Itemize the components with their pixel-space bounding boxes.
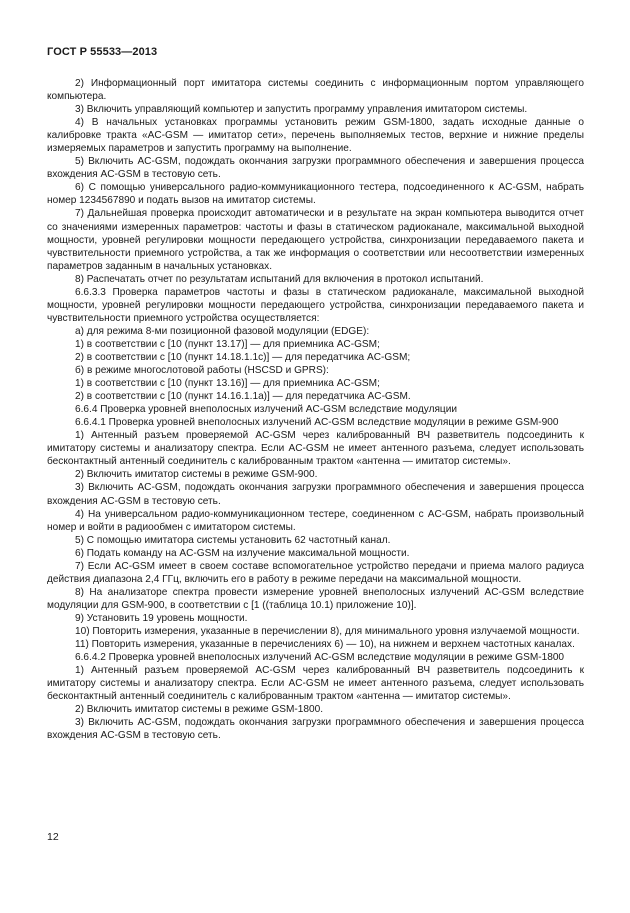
paragraph: 7) Если AC-GSM имеет в своем составе вспомогательное устройство передачи и приема малого радиуса действия диапазона 2,4 ГГц, включить его в работу в режиме передачи на максимальной мощности. [47, 560, 584, 585]
paragraph: 9) Установить 19 уровень мощности. [75, 612, 248, 624]
document-body [47, 77, 584, 742]
paragraph: 6) С помощью универсального радио-коммуникационного тестера, подсоединенного к AC-GSM, набрать номер 1234567890 и подать вызов на имитатор системы. [47, 182, 584, 207]
paragraph: 4) На универсальном радио-коммуникационном тестере, соединенном с AC-GSM, набрать произвольный номер и войти в радиообмен с имитатором системы. [47, 508, 584, 533]
paragraph: 5) Включить AC-GSM, подождать окончания загрузки программного обеспечения и завершения процесса вхождения AC-GSM в тестовую сеть. [47, 156, 584, 181]
list-item: а) для режима 8-ми позиционной фазовой модуляции (EDGE): [75, 325, 370, 337]
list-item: 2) в соответствии с [10 (пункт 14.16.1.1a)] — для передатчика AC-GSM. [75, 391, 411, 403]
paragraph: 4) В начальных установках программы установить режим GSM-1800, задать исходные данные о калибровке тракта «AC-GSM — имитатор сети», перечень выполняемых тестов, верхние и нижние пределы измеряемых параметров и запустить программу на выполнение. [47, 117, 584, 155]
paragraph: 2) Включить имитатор системы в режиме GSM-900. [75, 469, 318, 481]
paragraph: 2) Включить имитатор системы в режиме GSM-1800. [75, 704, 324, 716]
paragraph: 1) Антенный разъем проверяемой AC-GSM через калиброванный ВЧ разветвитель подсоединить к имитатору системы и анализатору спектра. Если AC-GSM не имеет антенного разъема, следует использовать бесконтактный антенный соединитель с калиброванным трактом «антенна — имитатор системы». [47, 665, 584, 703]
paragraph: 3) Включить AC-GSM, подождать окончания загрузки программного обеспечения и завершения процесса вхождения AC-GSM в тестовую сеть. [47, 717, 584, 742]
paragraph: 8) На анализаторе спектра провести измерение уровней внеполосных излучений AC-GSM вследствие модуляции для GSM-900, в соответствии с [1 ((таблица 10.1) приложение 10)]. [47, 586, 584, 611]
paragraph: 11) Повторить измерения, указанные в перечислениях 6) — 10), на нижнем и верхнем частотных каналах. [75, 639, 575, 651]
list-item: 2) в соответствии с [10 (пункт 14.18.1.1c)] — для передатчика AC-GSM; [75, 351, 411, 363]
paragraph: 3) Включить AC-GSM, подождать окончания загрузки программного обеспечения и завершения процесса вхождения AC-GSM в тестовую сеть. [47, 482, 584, 507]
paragraph: 10) Повторить измерения, указанные в перечислении 8), для минимального уровня излучаемой мощности. [75, 625, 580, 637]
page-number: 12 [47, 831, 59, 843]
list-item: 1) в соответствии с [10 (пункт 13.17)] — для приемника AC-GSM; [75, 338, 380, 350]
document-header: ГОСТ Р 55533—2013 [47, 46, 158, 58]
paragraph: 5) С помощью имитатора системы установить 62 частотный канал. [75, 534, 391, 546]
section-heading: 6.6.4.1 Проверка уровней внеполосных излучений AC-GSM вследствие модуляции в режиме GSM-900 [75, 417, 559, 429]
paragraph: 2) Информационный порт имитатора системы соединить с информационным портом управляющего компьютера. [47, 78, 584, 103]
section-heading: 6.6.4.2 Проверка уровней внеполосных излучений AC-GSM вследствие модуляции в режиме GSM-1800 [75, 652, 565, 664]
paragraph: 6) Подать команду на AC-GSM на излучение максимальной мощности. [75, 547, 410, 559]
section-paragraph: 6.6.3.3 Проверка параметров частоты и фазы в статическом радиоканале, максимальной выходной мощности, уровней регулировки мощности передающего устройства, синхронизации передаваемого пакета и чувствительности приемного устройства осуществляется: [47, 286, 584, 324]
paragraph: 1) Антенный разъем проверяемой AC-GSM через калиброванный ВЧ разветвитель подсоединить к имитатору системы и анализатору спектра. Если AC-GSM не имеет антенного разъема, следует использовать бесконтактный антенный соединитель с калиброванным трактом «антенна — имитатор системы». [47, 430, 584, 468]
list-item: б) в режиме многослотовой работы (HSCSD и GPRS): [75, 365, 329, 377]
paragraph: 7) Дальнейшая проверка происходит автоматически и в результате на экран компьютера выводится отчет со значениями измеренных параметров: частоты и фазы в статическом радиоканале, максимальной выходной мощности, уровней регулировки мощности передающего устройства, синхронизации передаваемого пакета и чувствительности приемного устройства, а так же информация о соответствии или несоответствии измеренных параметров заданным в начальных установках. [47, 208, 584, 272]
paragraph: 3) Включить управляющий компьютер и запустить программу управления имитатором системы. [75, 104, 528, 116]
section-heading: 6.6.4 Проверка уровней внеполосных излучений AC-GSM вследствие модуляции [75, 404, 457, 416]
paragraph: 8) Распечатать отчет по результатам испытаний для включения в протокол испытаний. [75, 273, 484, 285]
list-item: 1) в соответствии с [10 (пункт 13.16)] — для приемника AC-GSM; [75, 378, 380, 390]
